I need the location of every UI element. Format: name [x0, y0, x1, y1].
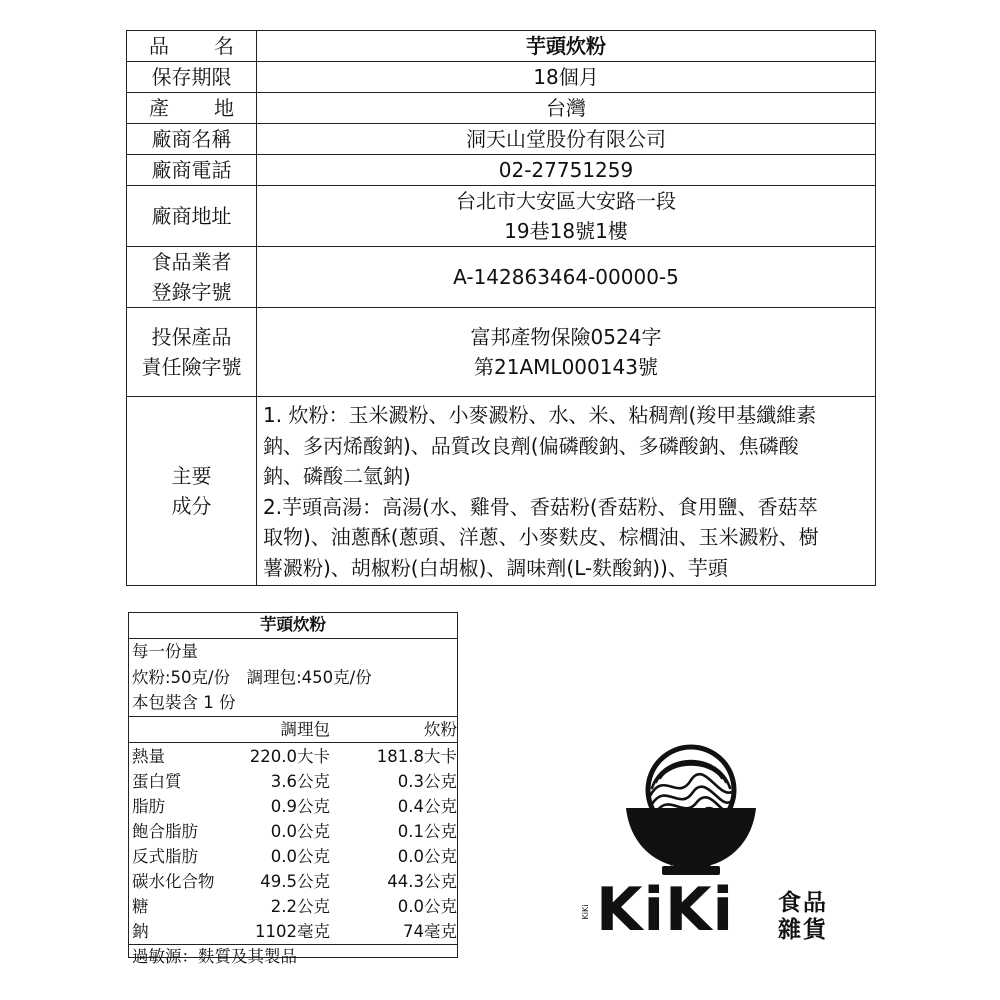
nutrient-value-noodle: 0.0公克 [397, 896, 457, 916]
product-name-label [127, 31, 257, 62]
registration-label [127, 247, 257, 308]
logo-brand-text: KiKi [596, 875, 735, 945]
nutrition-row [129, 919, 457, 944]
product-name-value: 芋頭炊粉 [257, 31, 876, 62]
product-info-table [126, 30, 876, 586]
ingredients-label-line-2: 成分 [171, 494, 212, 518]
nutrient-value-sauce: 3.6公克 [270, 771, 330, 791]
nutrition-row [129, 844, 457, 869]
nutrition-row [129, 744, 457, 769]
bowl-caption: noodles [669, 858, 713, 869]
serving-info [129, 639, 457, 717]
nutrient-name: 蛋白質 [132, 771, 182, 791]
ingredients-line: 鈉、多丙烯酸鈉)、品質改良劑(偏磷酸鈉、多磷酸鈉、焦磷酸 [263, 433, 799, 458]
nutrient-name: 糖 [132, 896, 149, 916]
column-header-sauce-pack: 調理包 [280, 719, 330, 739]
phone-label: 廠商電話 [127, 155, 257, 186]
nutrient-value-noodle: 0.1公克 [397, 821, 457, 841]
registration-value: A-142863464-00000-5 [257, 247, 876, 308]
label-char: 產 [149, 96, 169, 120]
nutrient-value-sauce: 2.2公克 [270, 896, 330, 916]
origin-label [127, 93, 257, 124]
allergen-info: 過敏源：麩質及其製品 [132, 946, 297, 966]
ingredients-label [127, 397, 257, 586]
nutrition-row [129, 819, 457, 844]
nutrient-value-noodle: 44.3公克 [387, 871, 457, 891]
address-line-2: 19巷18號1樓 [504, 219, 628, 243]
serving-line: 每一份量 [132, 642, 198, 661]
kiki-logo [560, 730, 860, 970]
registration-label-line-1: 食品業者 [151, 250, 232, 274]
shelf-life-label: 保存期限 [127, 62, 257, 93]
nutrition-row [129, 769, 457, 794]
nutrition-row [129, 869, 457, 894]
nutrient-name: 鈉 [132, 921, 149, 941]
address-line-1: 台北市大安區大安路一段 [456, 189, 676, 213]
ingredients-line: 1. 炊粉：玉米澱粉、小麥澱粉、水、米、粘稠劑(羧甲基纖維素 [263, 403, 817, 427]
label-char: 品 [149, 34, 169, 58]
manufacturer-label: 廠商名稱 [127, 124, 257, 155]
header-spacer [129, 717, 206, 742]
insurance-label [127, 308, 257, 397]
nutrient-name: 脂肪 [132, 796, 165, 816]
nutrient-value-noodle: 74毫克 [403, 921, 457, 941]
nutrient-name: 碳水化合物 [132, 871, 215, 891]
insurance-line-2: 第21AML000143號 [474, 355, 658, 379]
insurance-value [257, 308, 876, 397]
ingredients-line: 2.芋頭高湯：高湯(水、雞骨、香菇粉(香菇粉、食用鹽、香菇萃 [263, 494, 818, 519]
address-label: 廠商地址 [127, 186, 257, 247]
insurance-label-line-2: 責任險字號 [141, 355, 242, 379]
column-header-rice-noodle: 炊粉 [424, 719, 457, 739]
nutrient-name: 熱量 [132, 746, 165, 766]
logo-vertical-text: KiKi [581, 904, 590, 920]
ingredients-line: 取物)、油蔥酥(蔥頭、洋蔥、小麥麩皮、棕櫚油、玉米澱粉、樹 [263, 525, 819, 549]
nutrition-row [129, 894, 457, 919]
insurance-label-line-1: 投保產品 [151, 325, 232, 349]
nutrient-value-sauce: 1102毫克 [255, 921, 330, 941]
shelf-life-value: 18個月 [257, 62, 876, 93]
phone-value: 02-27751259 [257, 155, 876, 186]
nutrition-row [129, 794, 457, 819]
nutrient-value-sauce: 0.9公克 [270, 796, 330, 816]
nutrition-header-row [129, 717, 457, 743]
noodle-bowl-icon [626, 747, 756, 875]
logo-side-text-bottom: 雜貨 [778, 917, 828, 943]
serving-line: 本包裝含 1 份 [132, 693, 236, 712]
ingredients-line: 薯澱粉)、胡椒粉(白胡椒)、調味劑(L-麩酸鈉))、芋頭 [263, 555, 728, 580]
nutrient-value-noodle: 181.8大卡 [376, 746, 457, 766]
ingredients-line: 鈉、磷酸二氫鈉) [263, 464, 411, 488]
ingredients-label-line-1: 主要 [171, 464, 212, 488]
nutrient-value-noodle: 0.4公克 [397, 796, 457, 816]
ingredients-value [257, 397, 876, 586]
nutrition-rows [129, 743, 457, 945]
address-value [257, 186, 876, 247]
registration-label-line-2: 登錄字號 [151, 280, 232, 304]
label-char: 名 [214, 34, 234, 58]
nutrition-facts-panel [128, 612, 458, 966]
insurance-line-1: 富邦產物保險0524字 [470, 325, 662, 349]
nutrient-value-sauce: 220.0大卡 [249, 746, 330, 766]
nutrient-value-sauce: 0.0公克 [270, 846, 330, 866]
logo-side-text-top: 食品 [778, 890, 828, 916]
nutrition-title: 芋頭炊粉 [129, 613, 457, 639]
manufacturer-value: 洞天山堂股份有限公司 [257, 124, 876, 155]
nutrient-name: 反式脂肪 [132, 846, 198, 866]
nutrient-value-noodle: 0.3公克 [397, 771, 457, 791]
origin-value: 台灣 [257, 93, 876, 124]
nutrient-name: 飽合脂肪 [132, 821, 198, 841]
nutrient-value-sauce: 49.5公克 [260, 871, 330, 891]
nutrient-value-noodle: 0.0公克 [397, 846, 457, 866]
nutrient-value-sauce: 0.0公克 [270, 821, 330, 841]
label-char: 地 [214, 96, 234, 120]
serving-line: 炊粉:50克/份 調理包:450克/份 [132, 667, 372, 687]
